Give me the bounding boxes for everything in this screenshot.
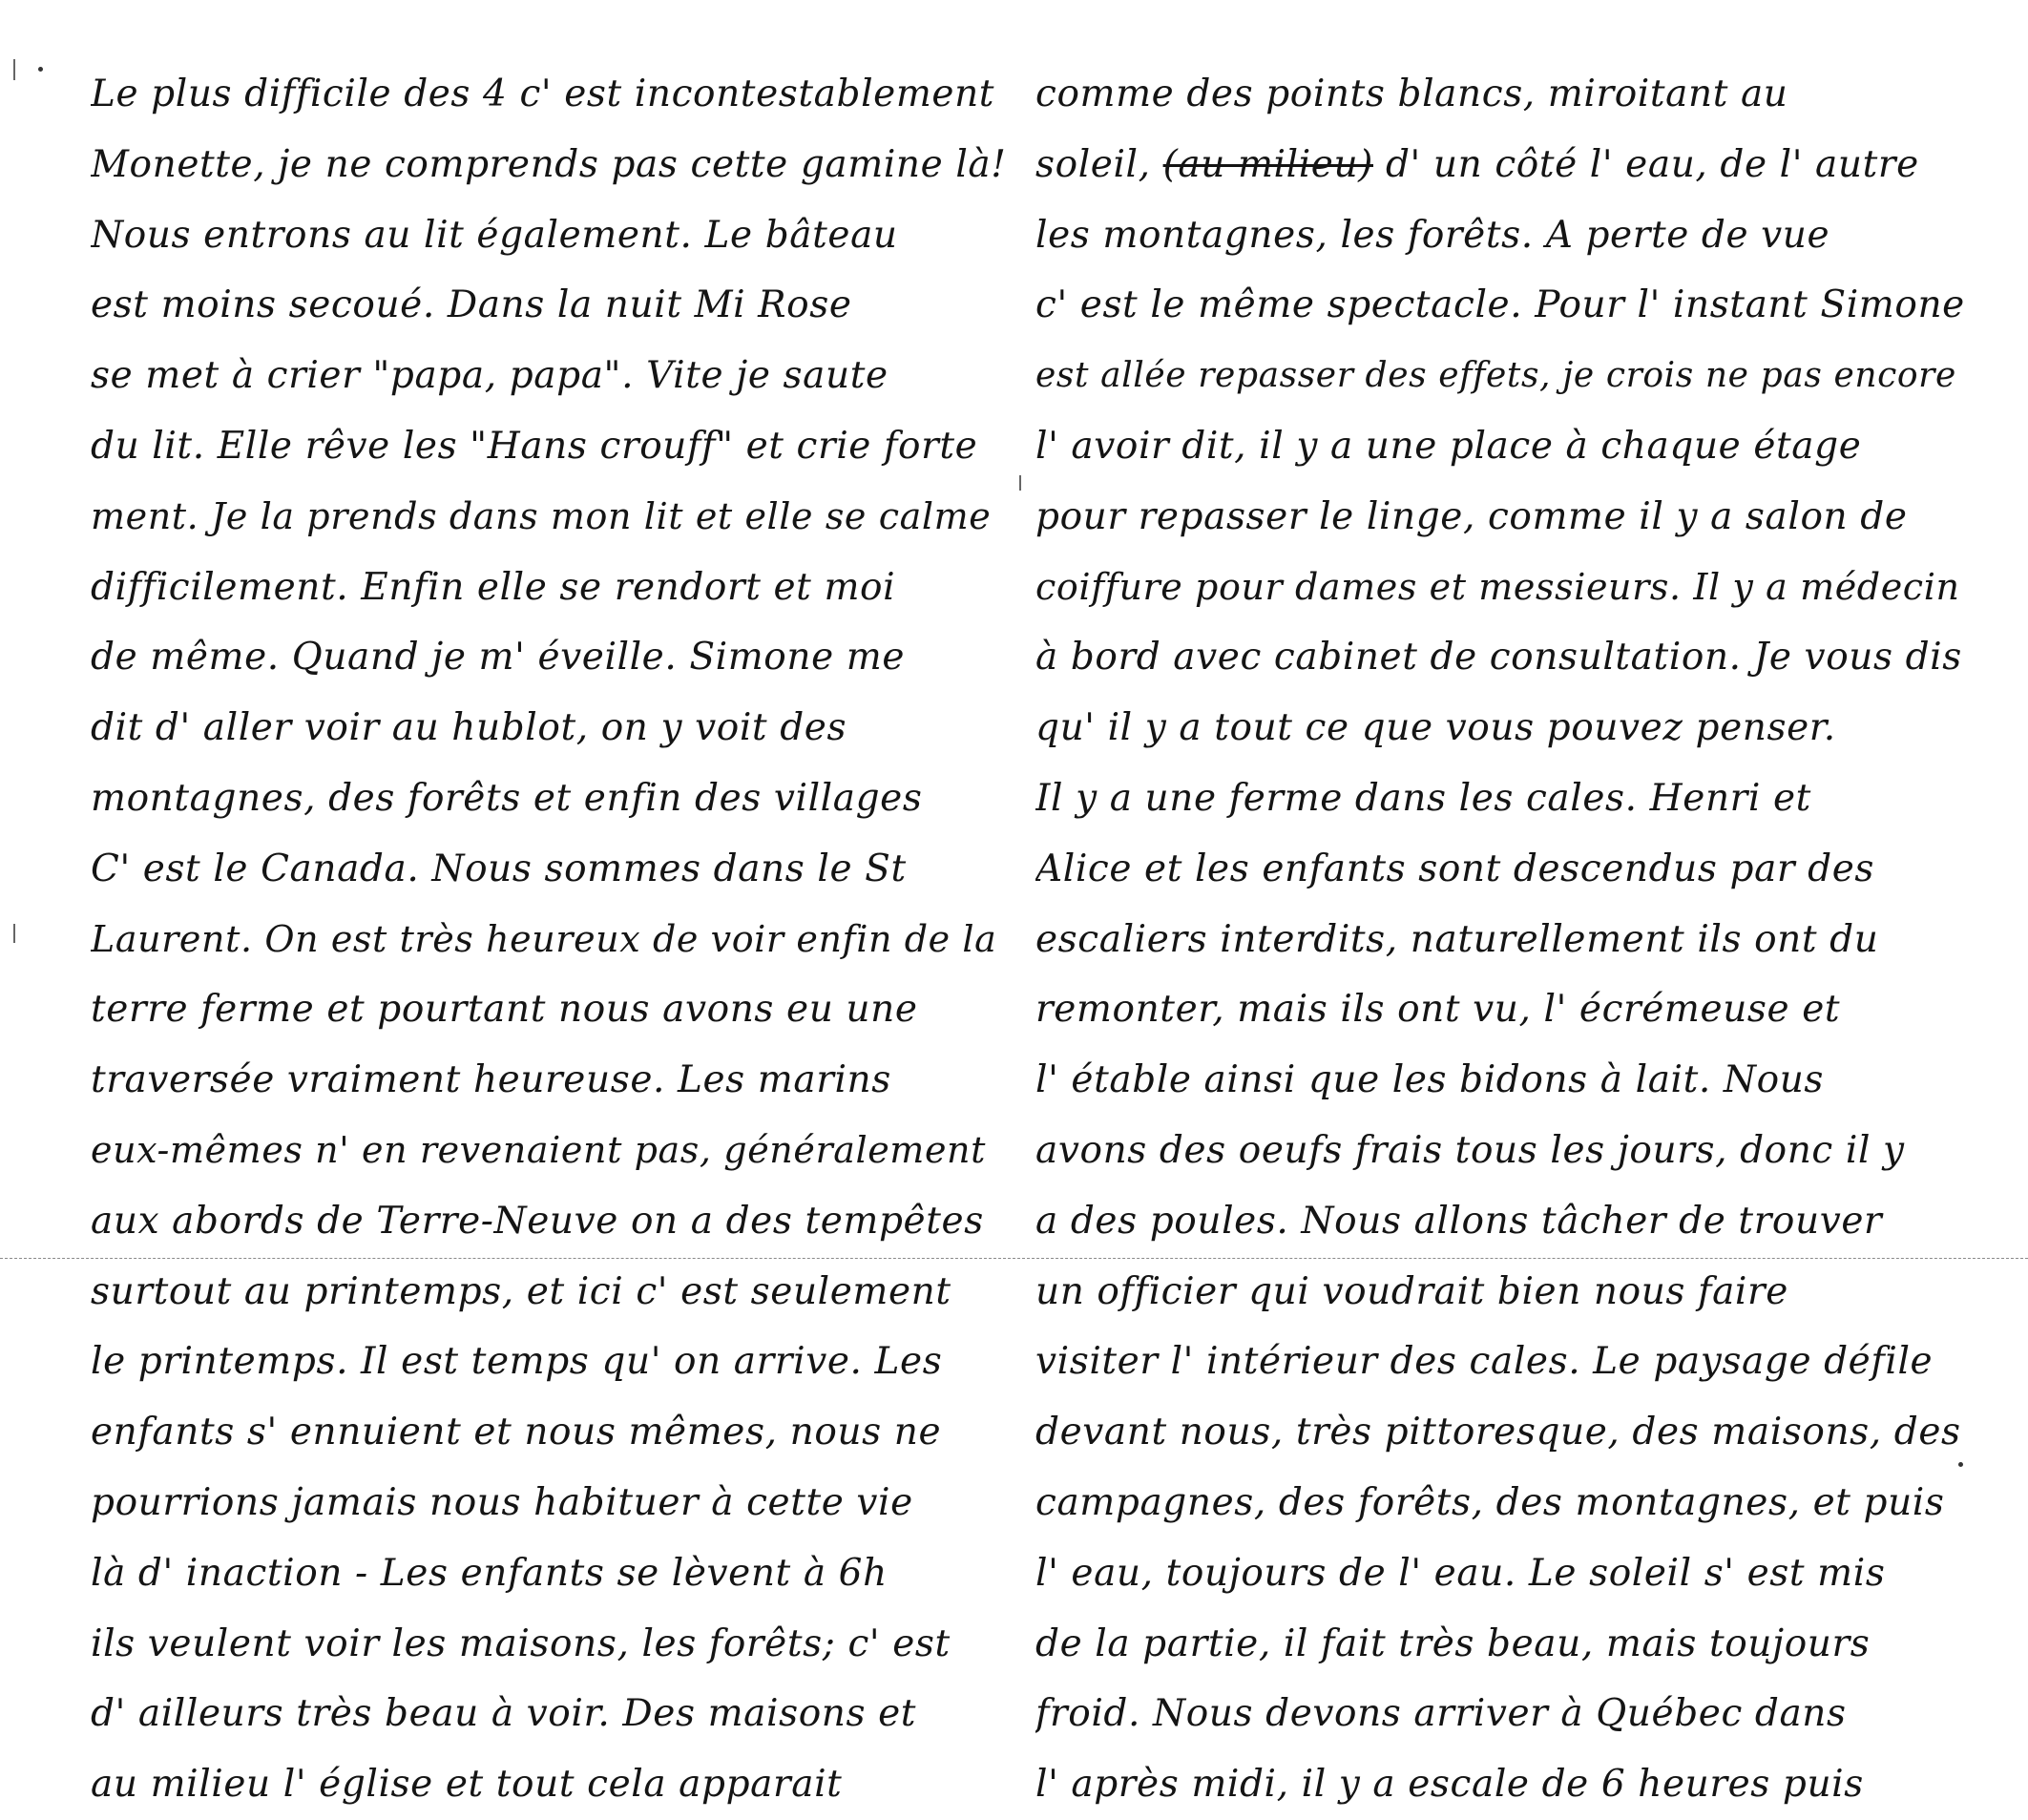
letter-line: Monette, je ne comprends pas cette gamine là! [91,142,1007,186]
letter-line: avons des oeufs frais tous les jours, donc il y [1035,1128,1905,1172]
margin-mark [13,924,15,943]
letter-line: Alice et les enfants sont descendus par des [1035,847,1875,890]
letter-line: Laurent. On est très heureux de voir enfin de la [91,917,997,960]
letter-line: campagnes, des forêts, des montagnes, et puis [1035,1480,1945,1524]
letter-line: Nous entrons au lit également. Le bâteau [91,213,898,257]
letter-line: pourrions jamais nous habituer à cette vie [91,1480,913,1524]
letter-line-with-strike: soleil, (au milieu) d' un côté l' eau, de l' autre [1035,142,1919,186]
letter-line: C' est le Canada. Nous sommes dans le St [91,847,907,890]
letter-line: les montagnes, les forêts. A perte de vue [1035,213,1830,257]
letter-line: là d' inaction - Les enfants se lèvent à 6h [91,1551,888,1595]
letter-line: dit d' aller voir au hublot, on y voit des [91,706,847,750]
letter-line: escaliers interdits, naturellement ils ont du [1035,917,1879,961]
letter-line: devant nous, très pittoresque, des maisons, des [1035,1411,1961,1454]
letter-line: enfants s' ennuient et nous mêmes, nous ne [91,1411,942,1454]
letter-line: ment. Je la prends dans mon lit et elle se calme [91,494,992,537]
letter-line: de la partie, il fait très beau, mais toujours [1035,1621,1871,1665]
letter-line: le printemps. Il est temps qu' on arrive. Les [91,1340,943,1384]
letter-line: au milieu l' église et tout cela apparait [91,1763,843,1807]
margin-mark [1019,475,1021,491]
letter-line: se met à crier "papa, papa". Vite je saute [91,354,889,398]
letter-line: de même. Quand je m' éveille. Simone me [91,636,906,680]
letter-line: d' ailleurs très beau à voir. Des maisons et [91,1692,917,1736]
letter-line: l' eau, toujours de l' eau. Le soleil s' est mis [1035,1551,1886,1595]
letter-line: est allée repasser des effets, je crois ne pas encore [1035,356,1956,396]
letter-line: l' avoir dit, il y a une place à chaque étage [1035,424,1862,468]
letter-line: c' est le même spectacle. Pour l' instant Simone [1035,283,1965,327]
margin-mark [13,59,15,80]
letter-line: un officier qui voudrait bien nous faire [1035,1269,1788,1313]
letter-line: Il y a une ferme dans les cales. Henri et [1035,776,1811,820]
letter-line: du lit. Elle rêve les "Hans crouff" et crie forte [91,424,978,468]
letter-line: traversée vraiment heureuse. Les marins [91,1058,891,1102]
letter-line: coiffure pour dames et messieurs. Il y a médecin [1035,565,1960,608]
letter-line: montagnes, des forêts et enfin des villages [91,776,923,820]
letter-line: est moins secoué. Dans la nuit Mi Rose [91,283,852,327]
letter-line: froid. Nous devons arriver à Québec dans [1035,1692,1847,1736]
letter-line: difficilement. Enfin elle se rendort et moi [91,565,896,609]
letter-line: comme des points blancs, miroitant au [1035,73,1788,115]
letter-line: à bord avec cabinet de consultation. Je vous dis [1035,636,1962,680]
letter-line: eux-mêmes n' en revenaient pas, généralement [91,1128,986,1171]
struck-out-text: (au milieu) [1162,142,1373,186]
letter-line: l' étable ainsi que les bidons à lait. Nous [1035,1058,1825,1102]
letter-line: qu' il y a tout ce que vous pouvez penser. [1035,706,1836,750]
letter-line: a des poules. Nous allons tâcher de trouver [1035,1199,1883,1243]
letter-line: l' après midi, il y a escale de 6 heures puis [1035,1763,1864,1807]
letter-line: visiter l' intérieur des cales. Le paysage défile [1035,1340,1934,1384]
letter-line: remonter, mais ils ont vu, l' écrémeuse et [1035,988,1841,1032]
letter-line: pour repasser le linge, comme il y a salon de [1035,494,1908,538]
letter-line: terre ferme et pourtant nous avons eu une [91,988,918,1032]
letter-line: ils veulent voir les maisons, les forêts; c' est [91,1621,951,1665]
right-column [1035,59,1980,1820]
left-column [91,59,1007,1820]
letter-line: surtout au printemps, et ici c' est seulement [91,1269,951,1313]
scan-speck [38,67,43,72]
letter-line: Le plus difficile des 4 c' est incontestablement [91,73,995,115]
letter-line: aux abords de Terre-Neuve on a des tempêtes [91,1199,984,1243]
